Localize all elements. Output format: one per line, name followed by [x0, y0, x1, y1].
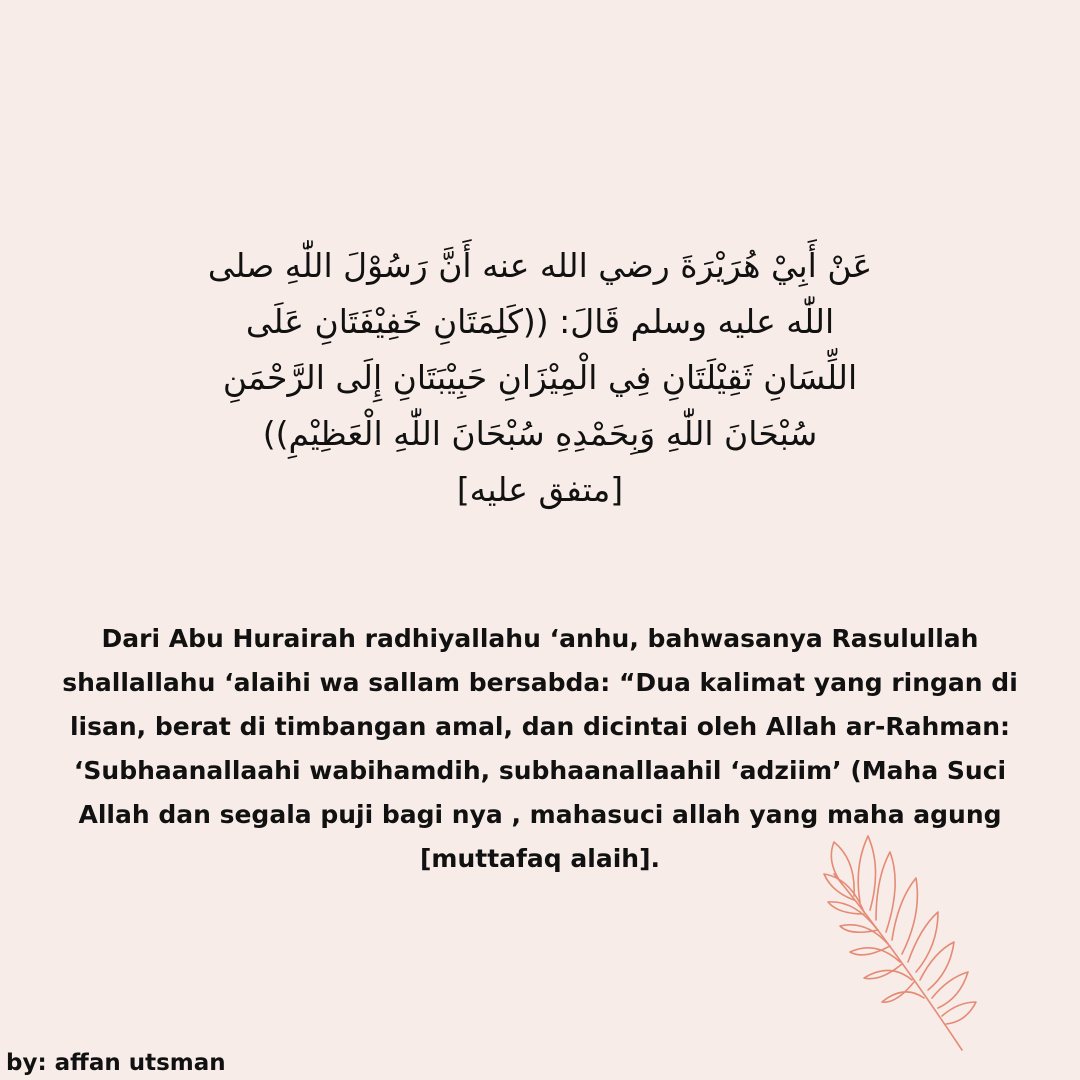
leaf-branch-icon [820, 822, 990, 1057]
translation-line: ‘Subhaanallaahi wabihamdih, subhaanallaahil ‘adziim’ (Maha Suci [73, 756, 1007, 785]
leaf [908, 912, 938, 972]
leaf [876, 852, 895, 932]
arabic-source-line: [متفق عليه] [456, 470, 624, 509]
leaf [858, 836, 875, 910]
arabic-hadith-text [120, 238, 960, 518]
arabic-line: اللِّسَانِ ثَقِيْلَتَانِ فِي الْمِيْزَانِ حَبِيْبَتَانِ إِلَى الرَّحْمَنِ [222, 358, 858, 397]
translation-line: Dari Abu Hurairah radhiyallahu ‘anhu, bahwasanya Rasulullah [101, 624, 979, 653]
arabic-line: عَنْ أَبِيْ هُرَيْرَةَ رضي الله عنه أَنَّ رَسُوْلَ اللّٰهِ صلى [207, 246, 873, 285]
translation-line: shallallahu ‘alaihi wa sallam bersabda: “Dua kalimat yang ringan di [62, 668, 1018, 697]
leaf [920, 942, 954, 990]
arabic-line: اللّٰه عليه وسلم قَالَ: ((كَلِمَتَانِ خَفِيْفَتَانِ عَلَى [245, 302, 835, 341]
leaf [932, 972, 968, 1008]
leaf [850, 946, 900, 962]
translation-line: lisan, berat di timbangan amal, dan dicintai oleh Allah ar-Rahman: [69, 712, 1010, 741]
arabic-line: سُبْحَانَ اللّٰهِ وَبِحَمْدِهِ سُبْحَانَ اللّٰهِ الْعَظِيْمِ)) [262, 414, 818, 453]
translation-line: Allah dan segala puji bagi nya , mahasuci allah yang maha agung [78, 800, 1002, 829]
leaf [892, 878, 917, 954]
translation-line: [muttafaq alaih]. [420, 844, 660, 873]
byline-author: by: affan utsman [6, 1050, 226, 1076]
leaf [942, 1002, 976, 1024]
